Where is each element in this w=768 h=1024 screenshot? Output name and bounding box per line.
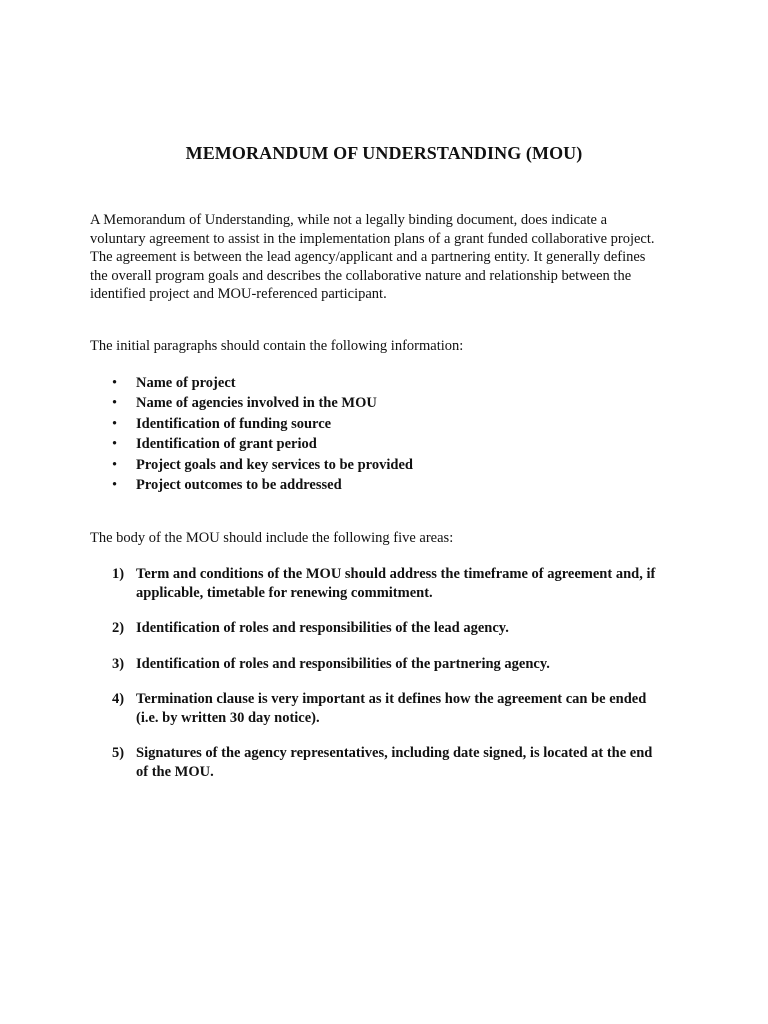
item-text <box>136 655 655 674</box>
bullet-icon: • <box>112 476 118 493</box>
body-areas-lead: The body of the MOU should include the following five areas: <box>90 530 454 546</box>
bullet-icon: • <box>112 395 118 412</box>
list-item <box>112 455 413 475</box>
bullet-text: Name of project <box>136 375 236 391</box>
bullet-text: Identification of funding source <box>136 415 332 432</box>
list-item <box>112 393 413 413</box>
list-item <box>112 434 413 454</box>
intro-line: identified project and MOU-referenced participant. <box>90 286 387 302</box>
bullet-text: Identification of grant period <box>136 436 317 453</box>
item-number: 4) <box>112 691 125 707</box>
numbered-item <box>112 565 655 602</box>
item-text <box>136 690 655 727</box>
item-number: 5) <box>112 745 125 761</box>
item-line: Term and conditions of the MOU should address the timeframe of agreement and, if <box>136 566 656 582</box>
bullet-icon: • <box>112 415 118 432</box>
intro-line: The agreement is between the lead agency/applicant and a partnering entity. It generally defines <box>90 249 646 265</box>
item-text <box>136 619 655 638</box>
item-line: Termination clause is very important as it defines how the agreement can be ended <box>136 691 647 707</box>
item-line: Signatures of the agency representatives, including date signed, is located at the end <box>136 745 653 761</box>
item-line: Identification of roles and responsibilities of the lead agency. <box>136 620 509 636</box>
bullet-list <box>112 373 413 495</box>
item-line: of the MOU. <box>136 763 214 780</box>
numbered-item <box>112 655 655 674</box>
item-number: 3) <box>112 655 125 672</box>
item-text <box>136 744 655 781</box>
intro-paragraph <box>90 211 690 304</box>
bullet-text: Project outcomes to be addressed <box>136 476 342 493</box>
numbered-list <box>112 565 655 798</box>
item-number: 1) <box>112 566 125 582</box>
numbered-item <box>112 619 655 638</box>
bullet-text: Project goals and key services to be provided <box>136 456 413 473</box>
document-title: MEMORANDUM OF UNDERSTANDING (MOU) <box>185 143 583 163</box>
list-item <box>112 414 413 434</box>
item-line: Identification of roles and responsibilities of the partnering agency. <box>136 655 550 672</box>
numbered-item <box>112 690 655 727</box>
initial-paragraphs-lead: The initial paragraphs should contain the following information: <box>90 338 464 354</box>
intro-line: voluntary agreement to assist in the implementation plans of a grant funded collaborative project. <box>90 230 655 247</box>
bullet-icon: • <box>112 436 118 453</box>
numbered-item <box>112 744 655 781</box>
list-item <box>112 373 413 393</box>
item-text <box>136 565 655 602</box>
item-line: (i.e. by written 30 day notice). <box>136 709 320 726</box>
intro-line: A Memorandum of Understanding, while not a legally binding document, does indicate a <box>90 212 608 228</box>
item-number: 2) <box>112 620 125 636</box>
bullet-icon: • <box>112 375 118 391</box>
bullet-icon: • <box>112 456 118 473</box>
list-item <box>112 475 413 495</box>
item-line: applicable, timetable for renewing commitment. <box>136 584 433 601</box>
intro-line: the overall program goals and describes the collaborative nature and relationship between the <box>90 267 632 284</box>
bullet-text: Name of agencies involved in the MOU <box>136 395 377 412</box>
